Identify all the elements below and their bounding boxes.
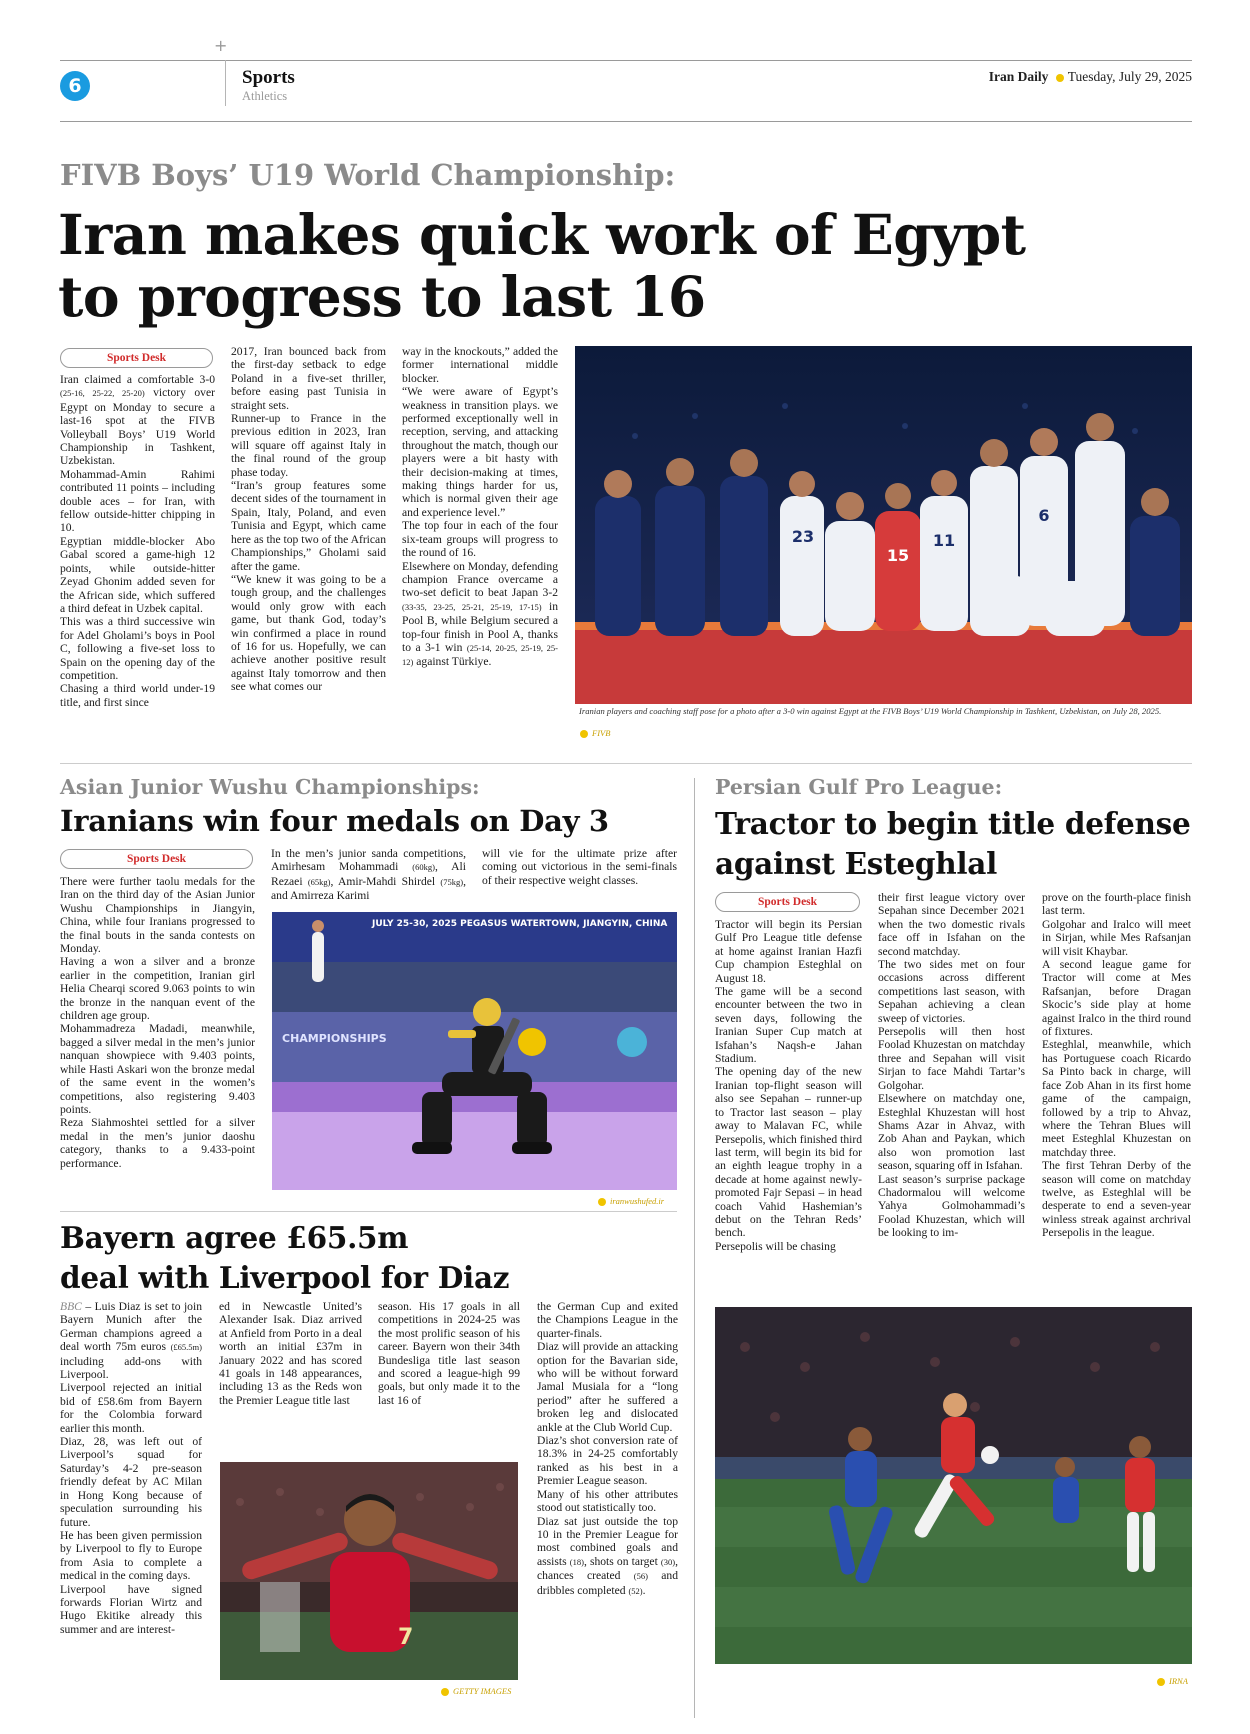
header-divider (225, 60, 226, 106)
jersey-number-6: 6 (1038, 506, 1050, 525)
tractor-sports-desk-tag: Sports Desk (715, 892, 860, 912)
lead-headline (58, 204, 1026, 328)
credit-dot (1157, 1678, 1165, 1686)
section-title: Sports (242, 67, 295, 88)
lead-photo-illustration (575, 346, 1192, 704)
lead-photo-caption: Iranian players and coaching staff pose for a photo after a 3-0 win against Egypt at the FIVB Boys’ U19 World Championship in Tashkent, Uzbekistan, on July 28, 2025. (579, 706, 1162, 716)
bayern-column-1: BBC – Luis Diaz is set to join Bayern Munich after the German champions agreed a deal worth 75m euros (£65.5m) including add-ons with Liverpool. Liverpool rejected an initial bid of £58.6m from Bayern for the Colombia forward earlier this month. Diaz, 28, was left out of Liverpool’s squad for Saturday’s 4-2 pre-season friendly defeat by AC Milan in Hong Kong because of speculation surrounding his future. He has been given permission by Liverpool to fly to Europe from Asia to complete a medical in the coming days. Liverpool have signed forwards Florian Wirtz and Hugo Ekitike already this summer and are interest- (60, 1300, 202, 1636)
bayern-headline-line2: deal with Liverpool for Diaz (60, 1260, 510, 1295)
tractor-kicker: Persian Gulf Pro League: (715, 775, 1003, 799)
wushu-column-2: In the men’s junior sanda competitions, Amirhesam Mohammadi (60kg), Ali Rezaei (65kg), Amir-Mahdi Shirdel (75kg), and Amirreza Karimi (271, 847, 466, 903)
wushu-sports-desk-tag: Sports Desk (60, 849, 253, 869)
bayern-headline (60, 1218, 509, 1298)
crop-mark: + (214, 36, 228, 55)
date-dot (1056, 74, 1064, 82)
lead-bottom-rule (60, 763, 1192, 764)
bayern-headline-line1: Bayern agree £65.5m (60, 1220, 409, 1255)
bayern-source: BBC (60, 1300, 82, 1313)
wushu-photo-performer (272, 912, 677, 1190)
tractor-column-3: prove on the fourth-place finish last term. Golgohar and Iralco will meet in Sirjan, while Mes Rafsanjan will visit Khaybar. A second league game for Tractor will come at Mes Rafsanjan, before Dragan Skocic’s side play at home against Iralco in the third round of fixtures. Esteghlal, meanwhile, which has Portuguese coach Ricardo Sa Pinto back in charge, will face Zob Ahan in its first home game of the campaign, followed by a trip to Ahvaz, where the Tehran Blues will meet Esteghlal Khuzestan on matchday three. The first Tehran Derby of the season will come on matchday twelve, as Esteghlal will be desperate to end a seven-year winless streak against archrival Persepolis in the league. (1042, 891, 1191, 1240)
bayern-column-3: season. His 17 goals in all competitions in 2024-25 was the most prolific season of his career. Bayern won their 34th Bundesliga title last season and scored a league-high 99 goals, but only made it to the last 16 of (378, 1300, 520, 1407)
lead-photo-volleyball-team (575, 346, 1192, 704)
lead-kicker: FIVB Boys’ U19 World Championship: (60, 158, 676, 192)
bayern-photo-credit: GETTY IMAGES (441, 1686, 511, 1696)
lead-photo-credit: FIVB (580, 728, 610, 738)
lead-headline-line1: Iran makes quick work of Egypt (58, 202, 1026, 267)
credit-dot (441, 1688, 449, 1696)
shirt-number: 7 (398, 1625, 414, 1650)
jersey-number-23: 23 (791, 527, 815, 546)
tractor-headline-line2: against Esteghlal (715, 846, 998, 881)
bayern-column-4: the German Cup and exited the Champions League in the quarter-finals. Diaz will provide an attacking option for the Bavarian side, who will be without forward Jamal Musiala for a “long period” after he suffered a broken leg and dislocated ankle at the Club World Cup. Diaz’s shot conversion rate of 18.3% in 24-25 comfortably ranked as his best in a Premier League season. Many of his other attributes stood out statistically too. Diaz sat just outside the top 10 in the Premier League for most combined goals and assists (18), shots on target (30), chances created (56) and dribbles completed (52). (537, 1300, 678, 1597)
tractor-headline (715, 804, 1190, 884)
bayern-photo-diaz-celebrating (220, 1462, 518, 1680)
credit-dot (598, 1198, 606, 1206)
masthead (989, 69, 1192, 85)
wushu-board-text: CHAMPIONSHIPS (282, 1032, 387, 1045)
credit-dot (580, 730, 588, 738)
bayern-column-2: ed in Newcastle United’s Alexander Isak. Diaz arrived at Anfield from Porto in a deal worth an initial £37m in January 2022 and has scored 41 goals in 148 appearances, including 13 as the Reds won the Premier League title last (219, 1300, 362, 1407)
wushu-headline: Iranians win four medals on Day 3 (60, 804, 609, 838)
lead-column-2: 2017, Iran bounced back from the first-day setback to edge Poland in a five-set thriller, before easing past Tunisia in straight sets. Runner-up to France in the previous edition in 2023, Iran will square off against Italy in the final round of the group phase today. “Iran’s group features some decent sides of the tournament in Spain, Italy, Poland, and even Tunisia and Egypt, which came here as the top two of the African Championships,” Gholami said after the game. “We knew it was going to be a tough group, and the challenges would only grow with each game, but thank God, today’s win confirmed a place in round of 16 for us. Hopefully, we can achieve another positive result against Italy tomorrow and then see what comes our (231, 345, 386, 694)
wushu-banner-text: JULY 25-30, 2025 PEGASUS WATERTOWN, JIANGYIN, CHINA (372, 919, 668, 929)
right-column-divider (694, 778, 695, 1718)
lead-headline-line2: to progress to last 16 (58, 264, 706, 329)
lead-sports-desk-tag: Sports Desk (60, 348, 213, 368)
tractor-column-1: Tractor will begin its Persian Gulf Pro League title defense at home against Iranian Hazfi Cup champion Esteghlal on August 18. The game will be a second encounter between the two in seven days, following the Iranian Super Cup match at Isfahan’s Naqsh-e Jahan Stadium. The opening day of the new Iranian top-flight season will also see Sepahan – runner-up to Tractor last season – play away to Malavan FC, while Persepolis, which finished third last term, will begin its bid for an eighth league trophy in a decade at home against newly-promoted Fajr Sepasi – in head coach Vahid Hashemian’s debut on the Tehran Reds’ bench. Persepolis will be chasing (715, 918, 862, 1253)
tractor-headline-line1: Tractor to begin title defense (715, 806, 1191, 841)
jersey-number-11: 11 (932, 531, 956, 550)
issue-date: Tuesday, July 29, 2025 (1067, 69, 1192, 84)
header-top-rule (60, 60, 1192, 61)
jersey-number-15: 15 (886, 546, 910, 565)
tractor-photo-match-action (715, 1307, 1192, 1664)
tractor-photo-illustration (715, 1307, 1192, 1664)
lead-column-1: Iran claimed a comfortable 3-0 (25-16, 25-22, 25-20) victory over Egypt on Monday to secure a last-16 spot at the FIVB Volleyball Boys’ U19 World Championship in Tashkent, Uzbekistan. Mohammad-Amin Rahimi contributed 11 points – including double aces – for Iran, with fellow outside-hitter chipping in 10. Egyptian middle-blocker Abo Gabal scored a game-high 12 points, while outside-hitter Zeyad Ghonim added seven for the African side, which suffered a third defeat in Uzbek capital. This was a third successive win for Adel Gholami’s boys in Pool C, following a five-set loss to Spain on the opening day of the competition. Chasing a third world under-19 title, and first since (60, 373, 215, 709)
wushu-bottom-rule (60, 1211, 677, 1212)
header-bottom-rule (60, 121, 1192, 122)
wushu-column-1: There were further taolu medals for the Iran on the third day of the Asian Junior Wushu Championships in Jiangyin, China, while four Iranians progressed to the final bouts in the sanda contests on Monday. Having a won a silver and a bronze earlier in the competition, Iranian girl Helia Chearqi scored 9.063 points to win the bronze in the nanquan event of the children age group. Mohammadreza Madadi, meanwhile, bagged a silver medal in the men’s junior nanquan showpiece with 9.403 points, while Hasti Askari won the bronze medal of the same event in the women’s competitions, also registering 9.403 points. Reza Siahmoshtei settled for a silver medal in the men’s junior daoshu category, thanks to a 9.433-point performance. (60, 875, 255, 1170)
lead-column-3: way in the knockouts,” added the former international middle blocker. “We were aware of Egypt’s weakness in transition plays. we performed exceptionally well in reception, serving, and attacking throughout the match, though our players were a bit hasty with their decision-making at times, making things harder for us, which is normal given their age and experience level.” The top four in each of the four six-team groups will progress to the round of 16. Elsewhere on Monday, defending champion France overcame a two-set deficit to beat Japan 3-2 (33-35, 23-25, 25-21, 25-19, 17-15) in Pool B, while Belgium secured a top-four finish in Pool A, thanks to a 3-1 win (25-14, 20-25, 25-19, 25-12) against Türkiye. (402, 345, 558, 669)
section-subtitle: Athletics (242, 89, 288, 103)
page-number-badge: 6 (60, 71, 90, 101)
wushu-kicker: Asian Junior Wushu Championships: (60, 775, 480, 799)
bayern-photo-illustration (220, 1462, 518, 1680)
wushu-photo-credit: iranwushufed.ir (598, 1196, 664, 1206)
wushu-column-3: will vie for the ultimate prize after coming out victorious in the semi-finals of their respective weight classes. (482, 847, 677, 887)
tractor-column-2: their first league victory over Sepahan since December 2021 when the two domestic rivals face off in Isfahan on the second matchday. The two sides met on four occasions across different competitions last season, with Sepahan achieving a clean sweep of victories. Persepolis will then host Foolad Khuzestan on matchday three and Sepahan will visit Sirjan to face Mahdi Tartar’s Golgohar. Elsewhere on matchday one, Esteghlal Khuzestan will host Shams Azar in Ahvaz, with Zob Ahan and Paykan, which also won promotion last season, squaring off in Isfahan. Last season’s surprise package Chadormalou will welcome Yahya Golmohammadi’s Foolad Khuzestan, which will be looking to im- (878, 891, 1025, 1240)
paper-name: Iran Daily (988, 69, 1049, 84)
wushu-photo-illustration (272, 912, 677, 1190)
tractor-photo-credit: IRNA (1157, 1676, 1188, 1686)
